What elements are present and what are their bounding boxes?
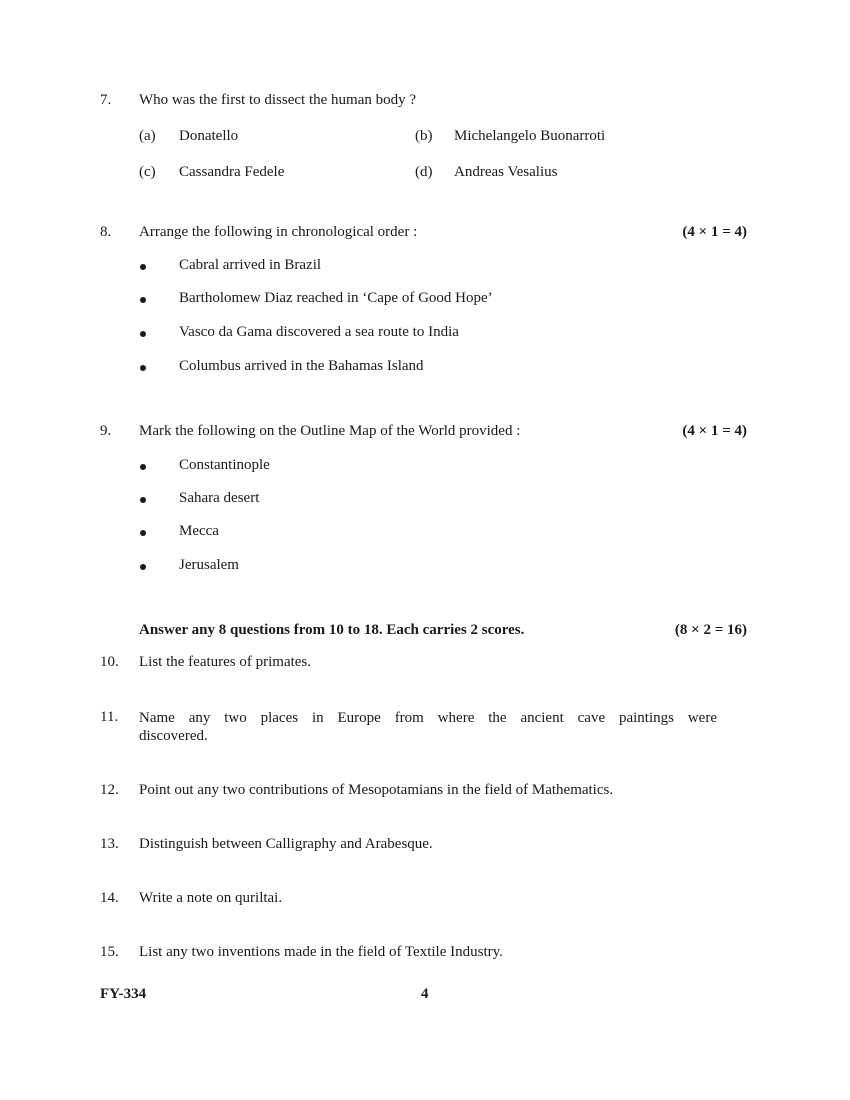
option-b-text: Michelangelo Buonarroti xyxy=(454,128,606,144)
bullet-icon xyxy=(140,464,146,470)
question-10-number: 10. xyxy=(100,654,119,670)
list-item: Mecca xyxy=(179,523,219,539)
question-9-marks: (4 × 1 = 4) xyxy=(682,423,747,439)
question-8-text: Arrange the following in chronological order : xyxy=(139,224,418,240)
question-12-number: 12. xyxy=(100,782,119,798)
section-instruction: Answer any 8 questions from 10 to 18. Each carries 2 scores. xyxy=(139,622,525,638)
list-item: Jerusalem xyxy=(179,557,239,573)
option-b-letter: (b) xyxy=(415,128,433,144)
list-item: Vasco da Gama discovered a sea route to India xyxy=(179,324,459,340)
question-12-text: Point out any two contributions of Mesopotamians in the field of Mathematics. xyxy=(139,782,614,798)
question-13-number: 13. xyxy=(100,836,119,852)
question-13-text: Distinguish between Calligraphy and Arabesque. xyxy=(139,836,433,852)
bullet-icon xyxy=(140,331,146,337)
option-d-text: Andreas Vesalius xyxy=(454,164,558,180)
question-8-number: 8. xyxy=(100,224,112,240)
bullet-icon xyxy=(140,297,146,303)
question-15-number: 15. xyxy=(100,944,119,960)
question-11-line1: Name any two places in Europe from where the ancient cave paintings were xyxy=(139,710,717,726)
bullet-icon xyxy=(140,530,146,536)
list-item: Columbus arrived in the Bahamas Island xyxy=(179,358,424,374)
question-10-text: List the features of primates. xyxy=(139,654,312,670)
footer-code: FY-334 xyxy=(100,986,147,1002)
question-9-number: 9. xyxy=(100,423,112,439)
question-14-number: 14. xyxy=(100,890,119,906)
section-marks: (8 × 2 = 16) xyxy=(674,622,747,638)
question-9-text: Mark the following on the Outline Map of the World provided : xyxy=(139,423,521,439)
question-7-text: Who was the first to dissect the human body ? xyxy=(139,92,417,108)
list-item: Constantinople xyxy=(179,457,270,473)
question-8-marks: (4 × 1 = 4) xyxy=(682,224,747,240)
question-14-text: Write a note on quriltai. xyxy=(139,890,283,906)
option-c-letter: (c) xyxy=(139,164,156,180)
question-11-line2: discovered. xyxy=(139,728,208,744)
question-7-number: 7. xyxy=(100,92,112,108)
bullet-icon xyxy=(140,264,146,270)
list-item: Bartholomew Diaz reached in ‘Cape of Good Hope’ xyxy=(179,290,493,306)
bullet-icon xyxy=(140,497,146,503)
question-15-text: List any two inventions made in the field of Textile Industry. xyxy=(139,944,503,960)
page-number: 4 xyxy=(421,986,429,1002)
option-a-letter: (a) xyxy=(139,128,156,144)
question-11-number: 11. xyxy=(100,709,119,725)
option-c-text: Cassandra Fedele xyxy=(179,164,285,180)
list-item: Sahara desert xyxy=(179,490,260,506)
option-a-text: Donatello xyxy=(179,128,239,144)
bullet-icon xyxy=(140,365,146,371)
list-item: Cabral arrived in Brazil xyxy=(179,257,322,273)
option-d-letter: (d) xyxy=(415,164,433,180)
bullet-icon xyxy=(140,564,146,570)
